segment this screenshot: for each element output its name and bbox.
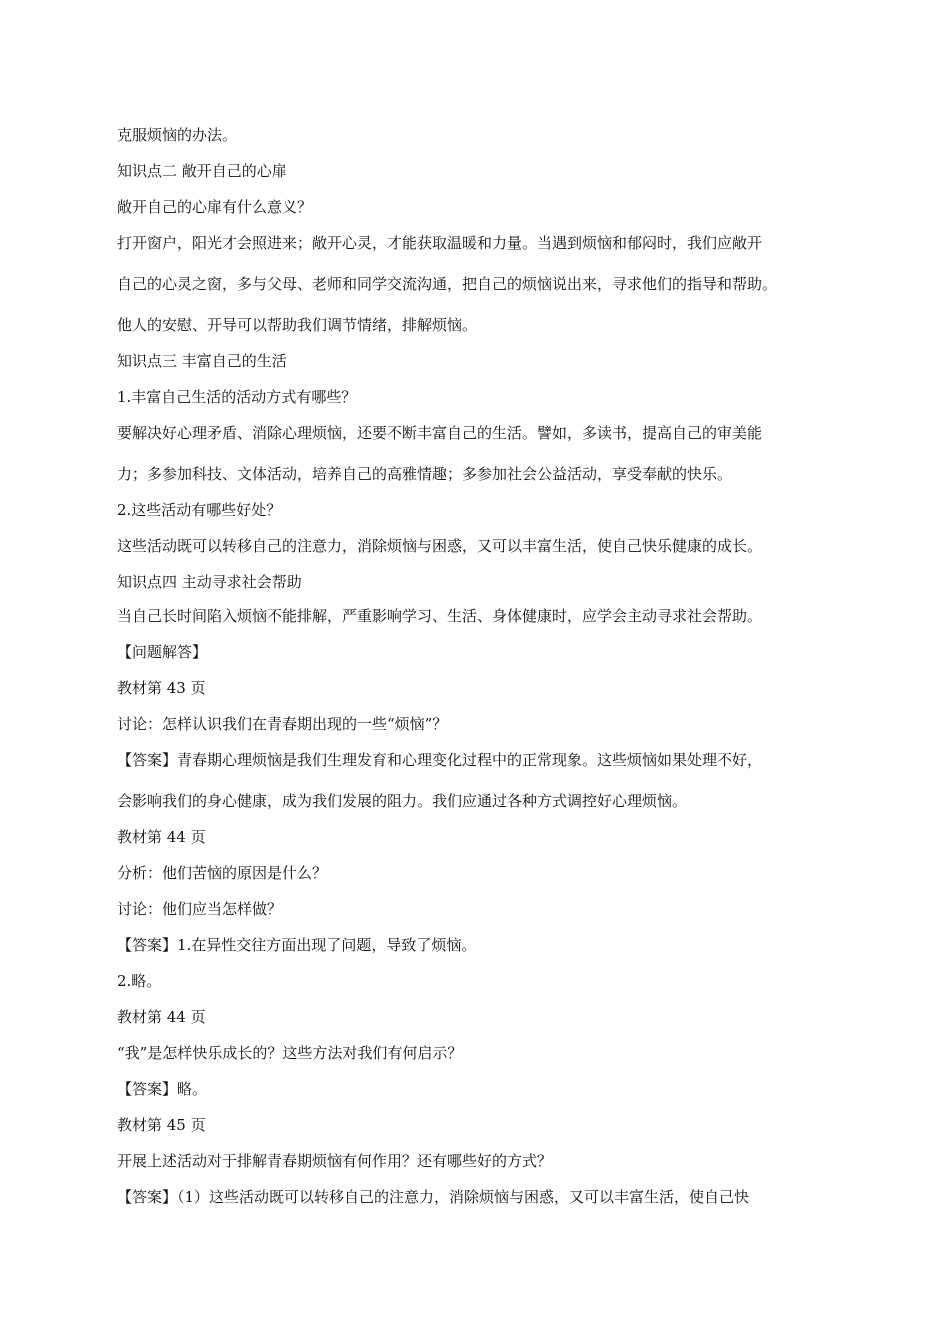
text-line: 他人的安慰、开导可以帮助我们调节情绪，排解烦恼。 (117, 316, 478, 334)
section-heading: 【问题解答】 (117, 643, 208, 661)
textbook-page-label: 教材第 43 页 (117, 679, 206, 697)
answer-line: 【答案】（1）这些活动既可以转移自己的注意力，消除烦恼与困惑，又可以丰富生活，使自己快 (117, 1188, 750, 1206)
question-line: 开展上述活动对于排解青春期烦恼有何作用？还有哪些好的方式？ (117, 1152, 553, 1170)
text-line: 会影响我们的身心健康，成为我们发展的阻力。我们应通过各种方式调控好心理烦恼。 (117, 792, 688, 810)
question-line: “我”是怎样快乐成长的？这些方法对我们有何启示？ (117, 1044, 463, 1062)
answer-line: 【答案】1.在异性交往方面出现了问题，导致了烦恼。 (117, 936, 477, 954)
question-line: 讨论：他们应当怎样做？ (117, 900, 283, 918)
text-line: 打开窗户，阳光才会照进来；敞开心灵，才能获取温暖和力量。当遇到烦恼和郁闷时，我们应敞开 (117, 234, 763, 252)
text-line: 克服烦恼的办法。 (117, 126, 238, 144)
text-line: 这些活动既可以转移自己的注意力，消除烦恼与困惑，又可以丰富生活，使自己快乐健康的成长。 (117, 537, 763, 555)
section-heading: 知识点二 敞开自己的心扉 (117, 162, 287, 180)
text-line: 当自己长时间陷入烦恼不能排解，严重影响学习、生活、身体健康时，应学会主动寻求社会帮助。 (117, 607, 763, 625)
question-line: 分析：他们苦恼的原因是什么？ (117, 864, 328, 882)
question-line: 1.丰富自己生活的活动方式有哪些？ (117, 388, 357, 406)
question-line: 敞开自己的心扉有什么意义？ (117, 198, 313, 216)
text-line: 要解决好心理矛盾、消除心理烦恼，还要不断丰富自己的生活。譬如，多读书，提高自己的审美能 (117, 424, 763, 442)
textbook-page-label: 教材第 44 页 (117, 1008, 206, 1026)
section-heading: 知识点四 主动寻求社会帮助 (117, 573, 302, 591)
question-line: 讨论：怎样认识我们在青春期出现的一些“烦恼”？ (117, 715, 448, 733)
question-line: 2.这些活动有哪些好处？ (117, 501, 282, 519)
section-heading: 知识点三 丰富自己的生活 (117, 352, 287, 370)
text-line: 自己的心灵之窗，多与父母、老师和同学交流沟通，把自己的烦恼说出来，寻求他们的指导和帮助。 (117, 275, 778, 293)
answer-line: 【答案】青春期心理烦恼是我们生理发育和心理变化过程中的正常现象。这些烦恼如果处理不好， (117, 751, 763, 769)
text-line: 2.略。 (117, 972, 162, 990)
textbook-page-label: 教材第 44 页 (117, 828, 206, 846)
text-line: 力；多参加科技、文体活动，培养自己的高雅情趣；多参加社会公益活动，享受奉献的快乐。 (117, 465, 733, 483)
document-body (117, 123, 837, 1221)
answer-line: 【答案】略。 (117, 1080, 208, 1098)
textbook-page-label: 教材第 45 页 (117, 1116, 206, 1134)
